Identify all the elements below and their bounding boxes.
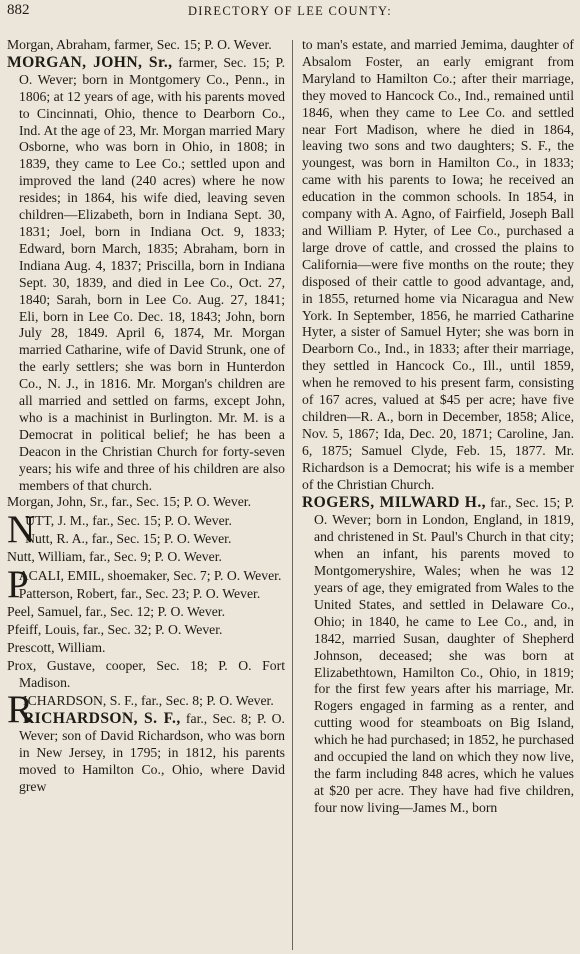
left-column — [7, 37, 285, 796]
directory-entry: Patterson, Robert, far., Sec. 23; P. O. Wever. — [18, 586, 261, 601]
directory-entry: Morgan, Abraham, farmer, Sec. 15; P. O. Wever. — [7, 37, 272, 52]
biography-entry — [7, 55, 285, 495]
section-entry-text: UTT, J. M., far., Sec. 15; P. O. Wever. — [25, 513, 232, 529]
section-entry-text: ICHARDSON, S. F., far., Sec. 8; P. O. Wever. — [23, 693, 274, 709]
biography-text: farmer, Sec. 15; P. O. Wever; born in Montgomery Co., Penn., in 1806; at 12 years of age, with his parents moved to Cincinnati, Ohio, thence to Dearborn Co., Ind. At the age of 23, Mr. Morgan married Mary Osborne, who was born in Ohio, in 1808; in 1839, they came to Lee Co.; settled upon and improved the land (240 acres) where he now resides; in 1864, his wife died, leaving seven children—Elizabeth, born in Indiana Sept. 30, 1831; Joel, born in Indiana Oct. 9, 1833; Edward, born March, 1835; Abraham, born in Indiana Aug. 4, 1837; Priscilla, born in Indiana Sept. 30, 1839, and died in Lee Co., Oct. 27, 1840; Sarah, born in Lee Co. Aug. 27, 1841; Eli, born in Lee Co. Dec. 18, 1843; John, born July 28, 1849. April 6, 1874, Mr. Morgan married Catharine, wife of David Strunk, one of the early settlers; she was born in Hunterdon Co., N. J., in 1816. Mr. Morgan's children are all married and settled on farms, except John, who is a machinist in Burlington. Mr. M. is a Democrat in political belief; he has been a Deacon in the Christian Church for forty-seven years; his wife and three of his children are also members of that church. — [19, 54, 285, 493]
directory-entry: Nutt, William, far., Sec. 9; P. O. Wever. — [7, 549, 222, 565]
biography-name: ROGERS, MILWARD H., — [302, 494, 486, 512]
biography-text: far., Sec. 15; P. O. Wever; born in London, England, in 1819, and christened in St. Paul's Church in that city; when an infant, his parents moved to Montgomeryshire, Wales; when he was 12 years of age, they emigrated from Wales to the United States, and settled in Delaware Co., Ohio; in 1840, he came to Lee Co., and, in 1842, married Susan, daughter of Shepherd Johnson, deceased; she was born at Elizabethtown, Hamilton Co., Ohio, in 1819; for the first few years after his marriage, Mr. Rogers engaged in farming as a renter, and cutting wood for steamboats on Big Island, which he had purchased; in 1852, he purchased and occupied the land on which they now live, the farm including 848 acres, which he values at $20 per acre. They have had five children, four now living—James M., born — [314, 495, 574, 815]
column-divider — [292, 40, 293, 950]
directory-entry: Prox, Gustave, cooper, Sec. 18; P. O. Fort Madison. — [7, 657, 285, 690]
biography-text: far., Sec. 8; P. O. Wever; son of David Richardson, who was born in New Jersey, in 1795; in 1812, his parents moved to Hamilton Co., Ohio, where David grew — [19, 711, 285, 794]
directory-entry: Nutt, R. A., far., Sec. 15; P. O. Wever. — [25, 531, 232, 547]
directory-entry: Peel, Samuel, far., Sec. 12; P. O. Wever. — [7, 603, 225, 619]
section-start-entry — [7, 688, 285, 732]
directory-entry: Morgan, John, Sr., far., Sec. 15; P. O. Wever. — [7, 494, 251, 510]
drop-cap-letter: N — [7, 508, 36, 552]
running-head: DIRECTORY OF LEE COUNTY: — [187, 4, 392, 18]
right-column — [302, 37, 574, 817]
biography-name: RICHARDSON, S. F., — [23, 710, 181, 728]
biography-continuation: to man's estate, and married Jemima, daughter of Absalom Foster, an early emigrant from Maryland to Hamilton Co.; after their marriage, they moved to Hancock Co., Ind., remained until 1846, when they came to Lee Co. and settled near Fort Madison, where he died in 1864, leaving two sons and two daughters; S. F., the youngest, was born in Hamilton Co., in 1833; came with his parents to Iowa; he received an education in the common schools. In 1854, in company with A. Agno, of Fairfield, Joseph Ball and William P. Hyter, of Lee Co., purchased a large drove of cattle, and crossed the plains to California—were five months on the route; they disposed of their cattle to good advantage, and, in 1855, returned home via Nicaragua and New York. In September, 1856, he married Catharine Hyter, a sister of Samuel Hyter; she was born in Dearborn Co., Ind., in 1833; after their marriage, they settled in Hancock Co., Ill., until 1859, when he removed to his present farm, consisting of 167 acres, valued at $45 per acre; have five children—R. A., born in December, 1858; Alice, Nov. 5, 1867; Ida, Dec. 20, 1871; Caroline, Jan. 6, 1875; Samuel Clyde, Feb. 15, 1877. Mr. Richardson is a Democrat; his wife is a member of the Christian Church. — [302, 37, 574, 492]
drop-cap-letter: P — [7, 563, 29, 607]
biography-entry — [302, 495, 574, 816]
directory-entry: Pfeiff, Louis, far., Sec. 32; P. O. Wever. — [7, 621, 223, 637]
section-entry-text: ACALI, EMIL, shoemaker, Sec. 7; P. O. Wever. — [18, 568, 282, 584]
page-number: 882 — [7, 2, 30, 18]
biography-name: MORGAN, JOHN, Sr., — [7, 53, 173, 71]
drop-cap-letter: R — [7, 688, 34, 732]
biography-entry — [7, 711, 285, 796]
directory-entry: Prescott, William. — [7, 639, 106, 655]
